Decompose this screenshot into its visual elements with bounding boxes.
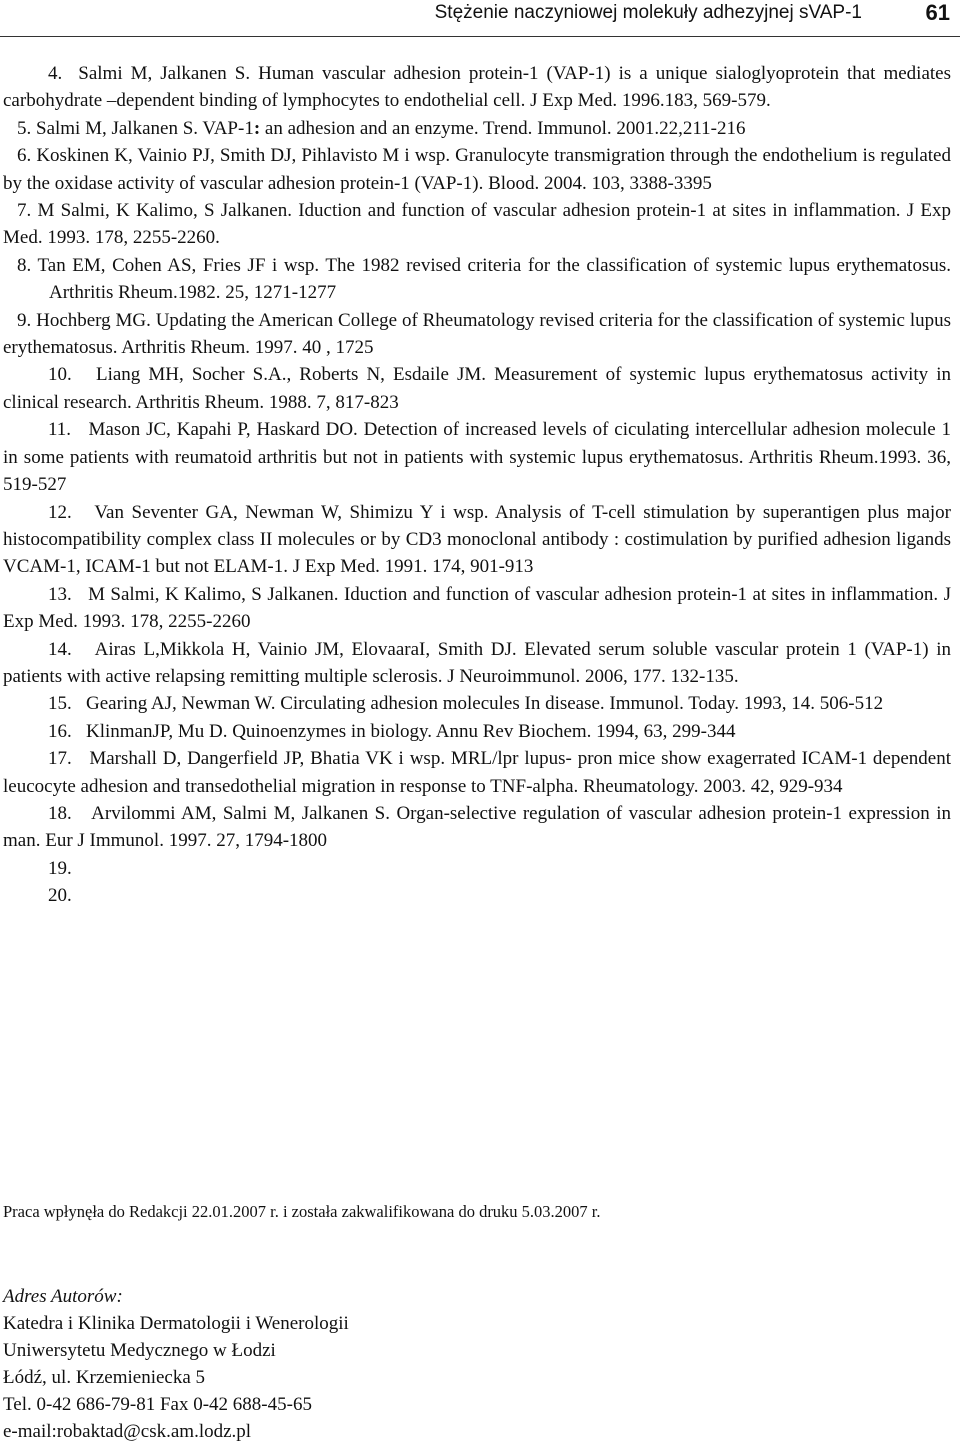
reference-item <box>3 60 951 115</box>
reference-number: 12. <box>48 501 72 523</box>
reference-number: 17. <box>48 748 72 770</box>
reference-text: Liang MH, Socher S.A., Roberts N, Esdaile JM. Measurement of systemic lupus erythematosus activity in clinical research. Arthritis Rheum. 1988. 7, 817-823 <box>3 364 951 413</box>
reference-item <box>3 115 951 142</box>
address-line: Uniwersytetu Medycznego w Łodzi <box>3 1340 276 1361</box>
page-header <box>0 0 960 36</box>
reference-item <box>3 718 951 745</box>
reference-text: Gearing AJ, Newman W. Circulating adhesion molecules In disease. Immunol. Today. 1993, 14. 506-512 <box>86 693 884 715</box>
reference-number: 10. <box>48 364 72 386</box>
reference-text: Van Seventer GA, Newman W, Shimizu Y i wsp. Analysis of T-cell stimulation by superantigen plus major histocompatibility complex class II molecules or by CD3 monoclonal antibody : costimulation by purified adhesion ligands VCAM-1, ICAM-1 but not ELAM-1. J Exp Med. 1991. 174, 901-913 <box>3 501 952 578</box>
reference-item <box>3 964 951 991</box>
reference-text: Salmi M, Jalkanen S. VAP-1 <box>36 117 254 139</box>
reference-number: 11. <box>48 419 72 441</box>
reference-number: 18. <box>48 802 72 824</box>
reference-item <box>3 800 951 855</box>
reference-number: 4. <box>48 63 63 84</box>
reference-item <box>3 499 951 581</box>
email-address: e-mail:robaktad@csk.am.lodz.pl <box>3 1421 252 1442</box>
reference-text: Airas L,Mikkola H, Vainio JM, ElovaaraI, Smith DJ. Elevated serum soluble vascular protein 1 (VAP-1) in patients with active relapsing remitting multiple sclerosis. J Neuroimmunol. 2006, 177. 132-135. <box>3 638 951 687</box>
reference-text: Marshall D, Dangerfield JP, Bhatia VK i wsp. MRL/lpr lupus- pron mice show exagerrated ICAM-1 dependent leucocyte adhesion and transedothelial migration in response to TNF-alpha. Rheumatology. 2003. 42, 929-934 <box>3 748 952 797</box>
reference-item <box>3 361 951 416</box>
header-divider <box>0 36 960 37</box>
reference-number: 9. <box>17 309 32 331</box>
reference-list <box>3 60 951 992</box>
reference-text: M Salmi, K Kalimo, S Jalkanen. Iduction and function of vascular adhesion protein-1 at sites in inflammation. J Exp Med. 1993. 178, 2255-2260 <box>3 583 952 633</box>
address-line: Katedra i Klinika Dermatologii i Wenerologii <box>3 1313 349 1334</box>
reference-number: 15. <box>48 693 72 715</box>
address-line: Łódź, ul. Krzemieniecka 5 <box>3 1367 206 1388</box>
reference-text: Arvilommi AM, Salmi M, Jalkanen S. Organ-selective regulation of vascular adhesion protein-1 expression in man. Eur J Immunol. 1997. 27, 1794-1800 <box>3 802 951 852</box>
reference-item <box>3 307 951 362</box>
reference-number: 8. <box>17 254 32 276</box>
submission-note: Praca wpłynęła do Redakcji 22.01.2007 r. i została zakwalifikowana do druku 5.03.2007 r. <box>3 1202 601 1221</box>
address-heading: Adres Autorów: <box>3 1286 123 1307</box>
reference-item <box>3 855 951 882</box>
reference-item <box>3 690 951 717</box>
reference-number: 13. <box>48 583 72 605</box>
reference-item <box>3 416 951 498</box>
reference-item <box>3 581 951 636</box>
reference-number: 5. <box>17 117 32 139</box>
reference-item <box>3 745 951 800</box>
reference-number: 6. <box>17 145 32 167</box>
reference-text: Koskinen K, Vainio PJ, Smith DJ, Pihlavisto M i wsp. Granulocyte transmigration through the endothelium is regulated by the oxidase activity of vascular adhesion protein-1 (VAP-1). Blood. 2004. 103, 3388-3395 <box>3 145 951 194</box>
reference-number: 16. <box>48 720 72 742</box>
reference-item <box>3 636 951 691</box>
reference-text: an adhesion and an enzyme. Trend. Immunol. 2001.22,211-216 <box>260 117 746 139</box>
reference-item <box>3 910 951 937</box>
page-number: 61 <box>925 0 950 25</box>
reference-item <box>3 197 951 252</box>
reference-text: Hochberg MG. Updating the American College of Rheumatology revised criteria for the classification of systemic lupus erythematosus. Arthritis Rheum. 1997. 40 , 1725 <box>3 309 951 359</box>
reference-number: 7. <box>17 200 32 222</box>
reference-text: Salmi M, Jalkanen S. Human vascular adhesion protein-1 (VAP-1) is a unique sialoglyoprotein that mediates carbohydrate –dependent binding of lymphocytes to endothelial cell. J Exp Med. 1996.183, 569-579. <box>3 63 951 112</box>
running-title: Stężenie naczyniowej molekuły adhezyjnej sVAP-1 <box>434 2 862 23</box>
reference-item <box>3 252 951 307</box>
reference-item <box>3 882 951 909</box>
reference-text: KlinmanJP, Mu D. Quinoenzymes in biology. Annu Rev Biochem. 1994, 63, 299-344 <box>86 720 736 742</box>
reference-text: M Salmi, K Kalimo, S Jalkanen. Iduction and function of vascular adhesion protein-1 at sites in inflammation. J Exp Med. 1993. 178, 2255-2260. <box>3 200 951 249</box>
reference-number: 20. <box>48 885 72 907</box>
reference-text-bold: : <box>253 117 261 139</box>
reference-text: Mason JC, Kapahi P, Haskard DO. Detection of increased levels of ciculating intercellular adhesion molecule 1 in some patients with reumatoid arthritis but not in patients with systemic lupus erythematosus. Arthritis Rheum.1993. 36, 519-527 <box>3 419 951 496</box>
reference-item <box>3 937 951 964</box>
address-line: Tel. 0-42 686-79-81 Fax 0-42 688-45-65 <box>3 1394 312 1415</box>
reference-item <box>3 142 951 197</box>
reference-number: 19. <box>48 857 72 879</box>
reference-number: 14. <box>48 638 72 660</box>
author-address <box>3 1283 349 1445</box>
reference-text: Tan EM, Cohen AS, Fries JF i wsp. The 1982 revised criteria for the classification of systemic lupus erythematosus. Arthritis Rheum.1982. 25, 1271-1277 <box>37 254 951 304</box>
